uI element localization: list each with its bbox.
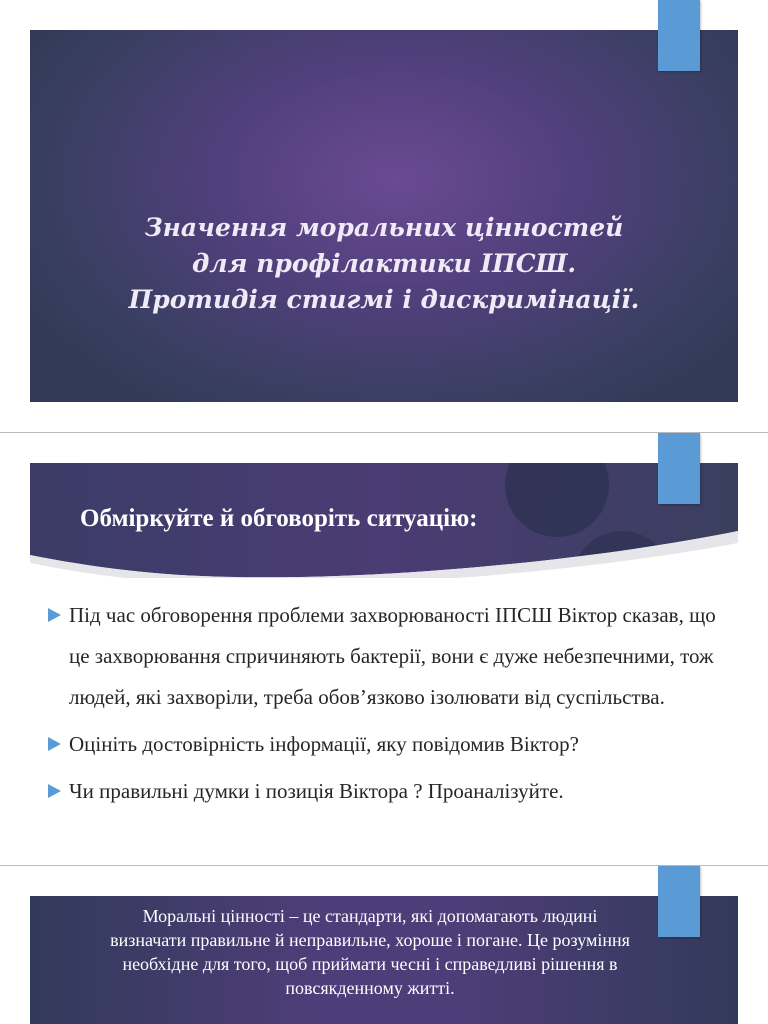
triangle-right-icon <box>48 737 61 751</box>
list-item <box>48 771 738 812</box>
triangle-right-icon <box>48 608 61 622</box>
bullet-text: Оцініть достовірність інформації, яку повідомив Віктор? <box>69 732 579 756</box>
list-item <box>48 724 738 765</box>
slide-discussion <box>0 433 768 865</box>
slide-definition <box>0 866 768 1024</box>
bullet-list <box>48 595 738 812</box>
definition-line: визначати правильне й неправильне, хороше і погане. Це розуміння <box>110 930 630 950</box>
accent-tab <box>658 433 700 504</box>
slide-heading: Обміркуйте й обговоріть ситуацію: <box>80 505 478 532</box>
definition-line: необхідне для того, щоб приймати чесні і справедливі рішення в <box>122 954 618 974</box>
definition-text <box>40 904 700 1000</box>
accent-tab <box>658 0 700 71</box>
title-line: для профілактики ІПСШ. <box>191 249 577 278</box>
slide-title <box>0 0 768 432</box>
bullet-text: Чи правильні думки і позиція Віктора ? Проаналізуйте. <box>69 779 564 803</box>
definition-line: повсякденному житті. <box>285 978 455 998</box>
title-line: Протидія стигмі і дискримінації. <box>128 285 640 314</box>
bullet-text: Під час обговорення проблеми захворюваності ІПСШ Віктор сказав, що це захворювання спричиняють бактерії, вони є дуже небезпечними, тож людей, які захворіли, треба обов’язково ізолювати від суспільства. <box>69 603 716 709</box>
list-item <box>48 595 738 718</box>
slide-title-text <box>30 210 738 318</box>
title-line: Значення моральних цінностей <box>144 213 624 242</box>
definition-line: Моральні цінності – це стандарти, які допомагають людині <box>142 906 598 926</box>
triangle-right-icon <box>48 784 61 798</box>
